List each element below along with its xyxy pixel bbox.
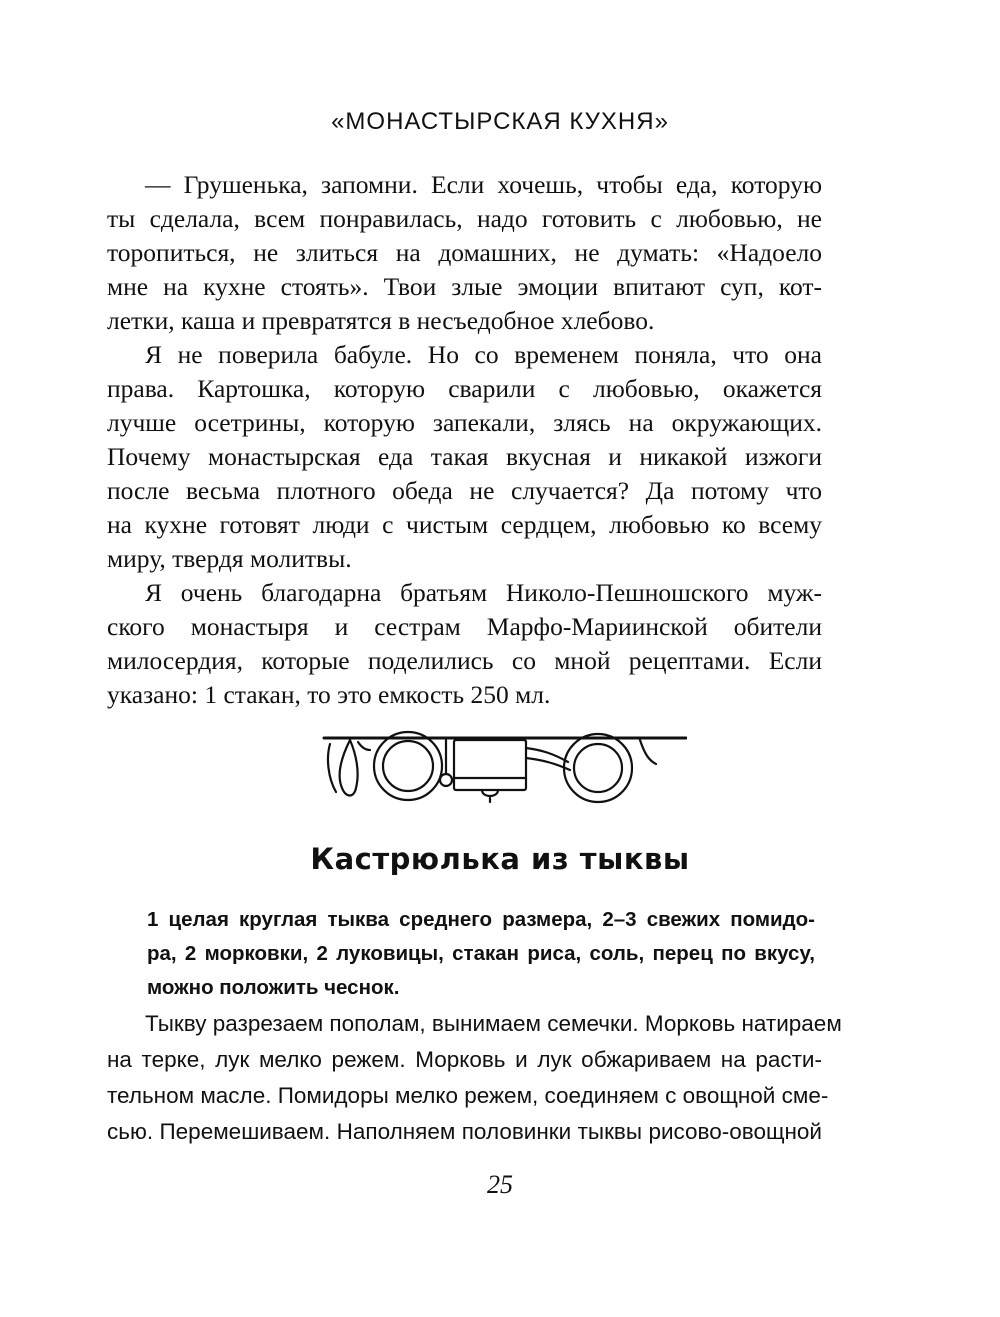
intro-paragraph-3-line: Я очень благодарна братьям Николо-Пешношского муж-	[145, 578, 822, 607]
ingredients-line: можно положить чеснок.	[147, 976, 400, 999]
method-line: тельном масле. Помидоры мелко режем, соединяем с овощной сме-	[107, 1083, 829, 1108]
intro-paragraph-2-line: Почему монастырская еда такая вкусная и никакой изжоги	[107, 442, 822, 471]
recipe-title: Кастрюлька из тыквы	[310, 842, 690, 876]
cookware-ornament-icon	[322, 728, 687, 806]
page-number: 25	[487, 1170, 513, 1199]
intro-paragraph-1-line: — Грушенька, запомни. Если хочешь, чтобы еда, которую	[145, 170, 822, 199]
intro-paragraph-2-line: Я не поверила бабуле. Но со временем поняла, что она	[145, 340, 822, 369]
intro-paragraph-2-line: лучше осетрины, которую запекали, злясь на окружающих.	[107, 408, 822, 437]
method-line: сью. Перемешиваем. Наполняем половинки тыквы рисово-овощной	[107, 1119, 822, 1144]
intro-paragraph-2-line: права. Картошка, которую сварили с любовью, окажется	[107, 374, 822, 403]
intro-paragraph-3-line: ского монастыря и сестрам Марфо-Мариинской обители	[107, 612, 822, 641]
method-line: Тыкву разрезаем пополам, вынимаем семечки. Морковь натираем	[145, 1011, 842, 1036]
ingredients-line: 1 целая круглая тыква среднего размера, 2–3 свежих помидо-	[147, 908, 815, 931]
intro-paragraph-1-line: мне на кухне стоять». Твои злые эмоции впитают суп, кот-	[107, 272, 822, 301]
ingredients-line: ра, 2 морковки, 2 луковицы, стакан риса, соль, перец по вкусу,	[147, 942, 815, 965]
running-title: «МОНАСТЫРСКАЯ КУХНЯ»	[331, 108, 669, 135]
method-line: на терке, лук мелко режем. Морковь и лук обжариваем на расти-	[107, 1047, 822, 1072]
intro-paragraph-2-line: на кухне готовят люди с чистым сердцем, любовью ко всему	[107, 510, 822, 539]
intro-paragraph-3-line: милосердия, которые поделились со мной рецептами. Если	[107, 646, 822, 675]
intro-paragraph-1-line: ты сделала, всем понравилась, надо готовить с любовью, не	[107, 204, 822, 233]
intro-paragraph-2-line: после весьма плотного обеда не случается? Да потому что	[107, 476, 822, 505]
intro-paragraph-1-line: торопиться, не злиться на домашних, не думать: «Надоело	[107, 238, 822, 267]
intro-paragraph-2-line: миру, твердя молитвы.	[107, 544, 352, 573]
intro-paragraph-3-line: указано: 1 стакан, то это емкость 250 мл.	[107, 680, 551, 709]
intro-paragraph-1-line: летки, каша и превратятся в несъедобное хлебово.	[107, 306, 655, 335]
